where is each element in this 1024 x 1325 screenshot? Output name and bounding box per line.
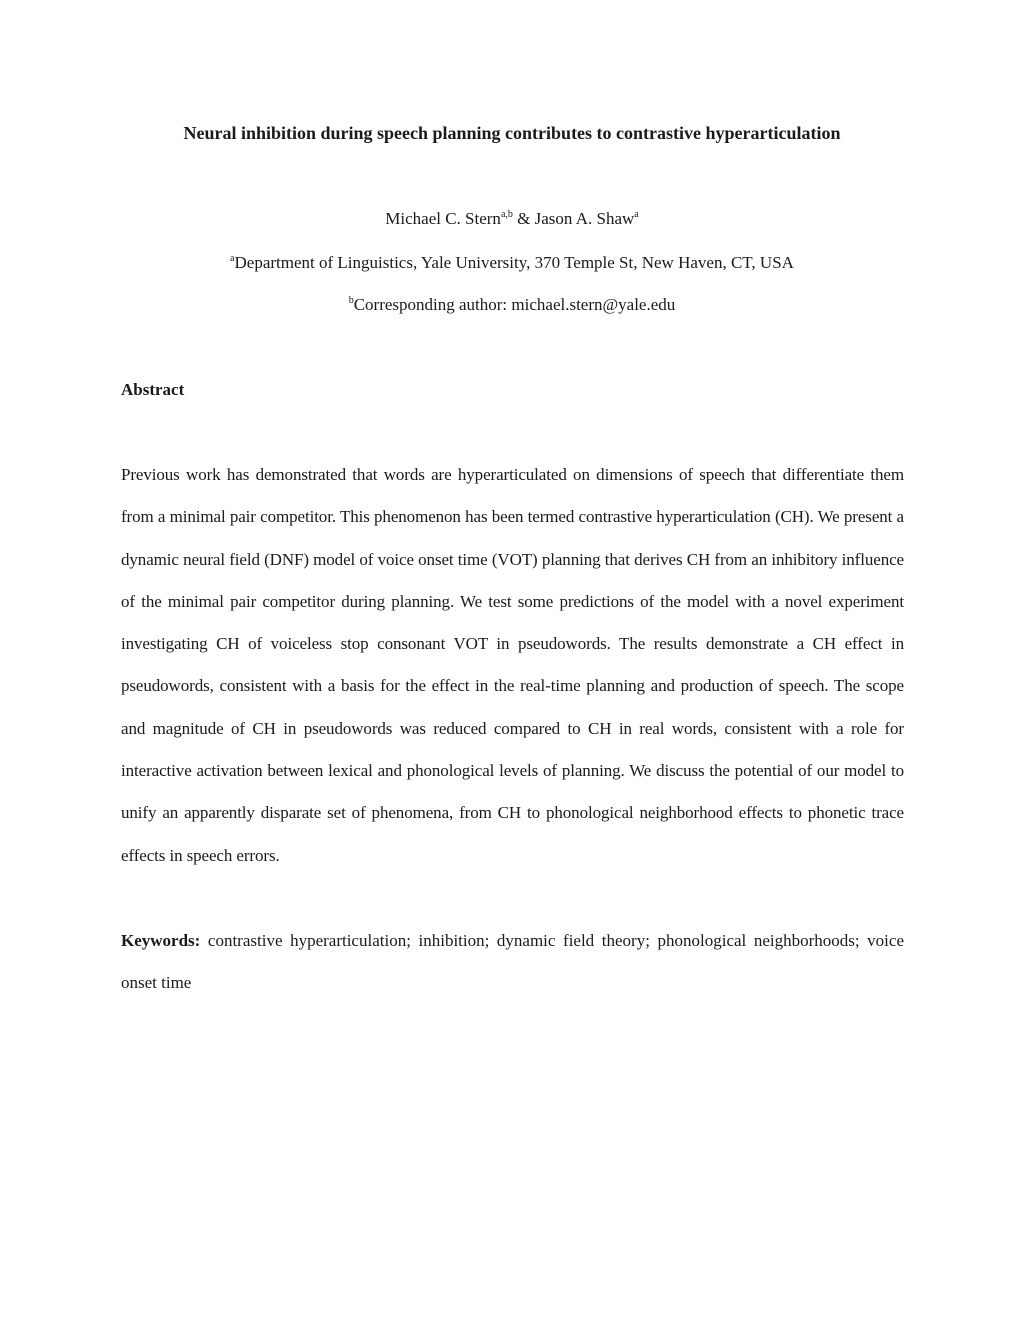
keywords-text: contrastive hyperarticulation; inhibition; dynamic field theory; phonological neighborhoods; voice onset time xyxy=(121,931,909,993)
author-separator: & xyxy=(512,209,535,228)
abstract-heading: Abstract xyxy=(121,380,185,399)
author-superscript: a,b xyxy=(500,209,513,220)
paper-title: Neural inhibition during speech planning contributes to contrastive hyperarticulation xyxy=(183,123,841,143)
author-superscript: a xyxy=(634,209,639,220)
author-name: Jason A. Shaw xyxy=(534,209,635,228)
affiliation-line xyxy=(0,251,1024,275)
corresponding-author-line xyxy=(0,293,1024,317)
corresponding-author-text: Corresponding author: michael.stern@yale.edu xyxy=(353,295,676,314)
corresponding-superscript: b xyxy=(348,295,354,306)
affiliation-superscript: a xyxy=(230,253,235,264)
author-name: Michael C. Stern xyxy=(385,209,501,228)
affiliation-text: Department of Linguistics, Yale University, 370 Temple St, New Haven, CT, USA xyxy=(234,253,794,272)
keywords-label: Keywords: xyxy=(121,931,201,950)
author-line xyxy=(0,207,1024,231)
keywords-paragraph xyxy=(121,920,909,1005)
abstract-body: Previous work has demonstrated that words are hyperarticulated on dimensions of speech that differentiate them from a minimal pair competitor. This phenomenon has been termed contrastive hyperarticulation (CH). We present a dynamic neural field (DNF) model of voice onset time (VOT) planning that derives CH from an inhibitory influence of the minimal pair competitor during planning. We test some predictions of the model with a novel experiment investigating CH of voiceless stop consonant VOT in pseudowords. The results demonstrate a CH effect in pseudowords, consistent with a basis for the effect in the real-time planning and production of speech. The scope and magnitude of CH in pseudowords was reduced compared to CH in real words, consistent with a role for interactive activation between lexical and phonological levels of planning. We discuss the potential of our model to unify an apparently disparate set of phenomena, from CH to phonological neighborhood effects to phonetic trace effects in speech errors. xyxy=(121,465,904,865)
